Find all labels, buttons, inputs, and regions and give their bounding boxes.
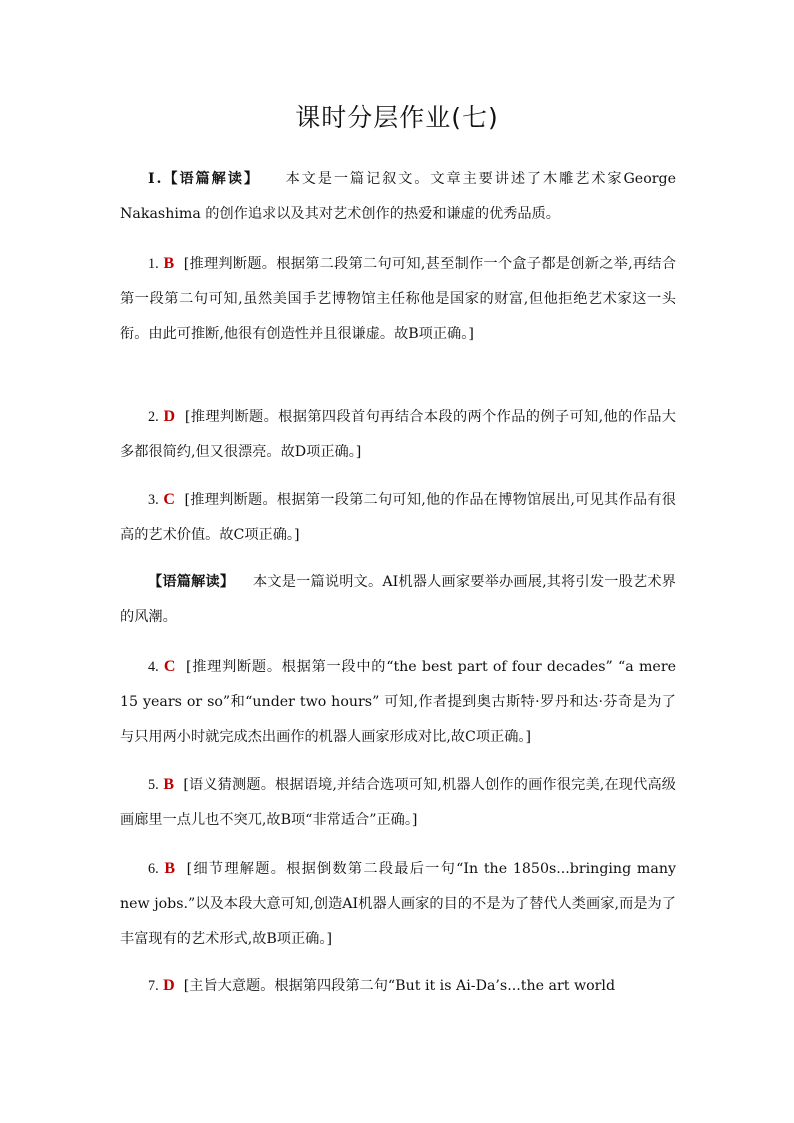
answer-item-7 [120, 968, 676, 1004]
section-text: 本文是一篇记叙文。文章主要讲述了木雕艺术家George Nakashima 的创作追求以及其对艺术创作的热爱和谦虚的优秀品质。 [120, 171, 676, 222]
answer-explanation: [语义猜测题。根据语境,并结合选项可知,机器人创作的画作很完美,在现代高级画廊里一点儿也不突兀,故B项“非常适合”正确。] [120, 777, 676, 828]
answer-number: 5. [148, 777, 159, 793]
answer-number: 4. [148, 659, 159, 675]
answer-explanation: [推理判断题。根据第二段第二句可知,甚至制作一个盒子都是创新之举,再结合第一段第二句可知,虽然美国手艺博物馆主任称他是国家的财富,但他拒绝艺术家这一头衔。由此可推断,他很有创造性并且很谦虚。故B项正确。] [120, 256, 677, 342]
answer-letter: D [163, 408, 176, 425]
answer-letter: C [163, 658, 176, 675]
answer-number: 7. [148, 978, 159, 994]
answer-number: 1. [148, 256, 159, 272]
answer-item-5 [120, 767, 676, 838]
answer-item-6 [120, 851, 676, 957]
reading-summary-2 [120, 565, 676, 635]
answer-letter: B [163, 776, 174, 793]
answer-letter: D [163, 977, 175, 994]
answer-explanation: [推理判断题。根据第四段首句再结合本段的两个作品的例子可知,他的作品大多都很简约,但又很漂亮。故D项正确。] [120, 409, 676, 460]
reading-summary-1 [120, 162, 676, 232]
answer-item-4 [120, 649, 676, 755]
page-title: 课时分层作业(七) [295, 103, 499, 132]
answer-item-2 [120, 399, 676, 470]
answer-letter: B [164, 860, 176, 877]
answer-letter: C [163, 491, 175, 508]
section-text: 本文是一篇说明文。AI机器人画家要举办画展,其将引发一股艺术界的风潮。 [120, 574, 676, 625]
answer-explanation: [推理判断题。根据第一段第二句可知,他的作品在博物馆展出,可见其作品有很高的艺术价值。故C项正确。] [120, 492, 676, 543]
answer-explanation: [推理判断题。根据第一段中的“the best part of four decades” “a mere 15 years or so”和“under two hours” 可知,作者提到奥古斯特·罗丹和达·芬奇是为了与只用两小时就完成杰出画作的机器人画家形成对比,故C项正确。] [120, 659, 676, 745]
answer-letter: B [163, 255, 175, 272]
answer-explanation: [主旨大意题。根据第四段第二句“But it is Ai-Da’s...the art world [183, 978, 616, 994]
answer-explanation: [细节理解题。根据倒数第二段最后一句“In the 1850s...bringing many new jobs.”以及本段大意可知,创造AI机器人画家的目的不是为了替代人类画家,而是为了丰富现有的艺术形式,故B项正确。] [120, 861, 676, 947]
section-label: Ⅰ.【语篇解读】 [148, 171, 260, 187]
answer-item-3 [120, 482, 676, 553]
answer-item-1 [120, 246, 676, 352]
answer-number: 3. [148, 492, 159, 508]
section-label: 【语篇解读】 [148, 574, 235, 590]
answer-number: 6. [148, 861, 159, 877]
answer-number: 2. [148, 409, 159, 425]
